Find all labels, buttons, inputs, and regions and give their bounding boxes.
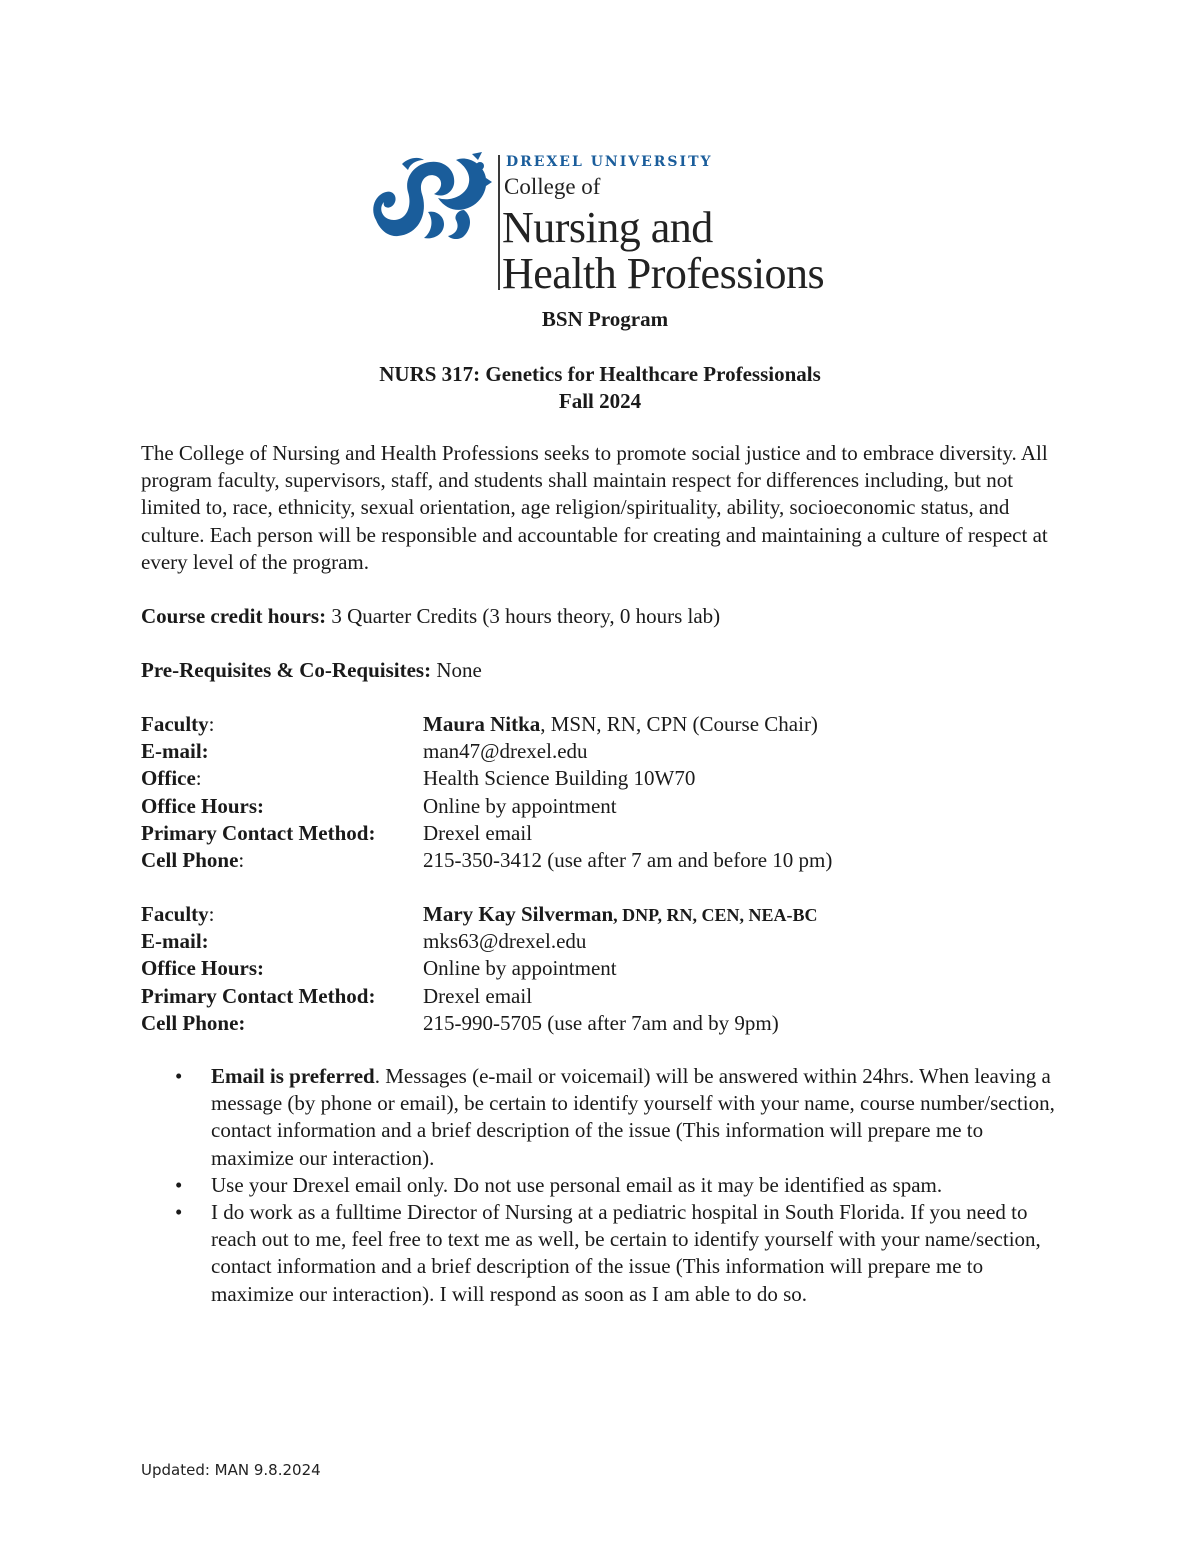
cell-phone-label: Cell Phone [141,847,239,872]
credit-hours-label: Course credit hours: [141,604,327,628]
logo-university-name: DREXEL UNIVERSITY [506,154,713,170]
faculty-credentials: , DNP, RN, CEN, NEA-BC [613,905,818,925]
office-label: Office [141,766,196,791]
contact-method-label: Primary Contact Method: [141,983,376,1008]
logo-nursing-line: Nursing and [502,203,713,252]
contact-method-label: Primary Contact Method: [141,820,376,845]
office-value: Health Science Building 10W70 [423,766,696,791]
faculty-name: Mary Kay Silverman [423,902,614,926]
office-hours-value: Online by appointment [423,793,617,818]
email-value[interactable]: mks63@drexel.edu [423,929,587,954]
credit-hours [141,603,1071,630]
faculty-row: Faculty: Maura Nitka, MSN, RN, CPN (Course Chair) [141,712,818,736]
faculty-row: Faculty: Mary Kay Silverman, DNP, RN, CEN, NEA-BC [141,902,818,926]
email-label: E-mail: [141,929,209,954]
bullet-icon: • [175,1200,183,1225]
office-hours-label: Office Hours: [141,793,265,818]
faculty-credentials: , MSN, RN, CPN (Course Chair) [540,712,818,736]
faculty-label: Faculty [141,902,209,926]
cell-phone-label: Cell Phone: [141,1010,246,1035]
contact-method-row [141,983,818,1010]
email-value[interactable]: man47@drexel.edu [423,739,588,764]
faculty-1-contact [141,711,832,874]
contact-guidelines-list [141,1063,1071,1308]
faculty-name: Maura Nitka [423,712,541,736]
email-preferred-text: Email is preferred [211,1064,375,1088]
cell-phone-row: Cell Phone: 215-350-3412 (use after 7 am and before 10 pm) [141,847,832,874]
logo-divider [498,155,500,290]
office-hours-row [141,793,832,820]
email-row [141,928,818,955]
prerequisites-label: Pre-Requisites & Co-Requisites: [141,658,432,682]
cell-phone-value: 215-990-5705 (use after 7am and by 9pm) [423,1010,779,1035]
prerequisites-value: None [431,658,482,682]
cell-phone-row [141,1010,818,1037]
office-hours-value: Online by appointment [423,956,617,981]
dragon-logo-icon [368,150,493,245]
contact-method-value: Drexel email [423,820,533,845]
contact-method-row [141,820,832,847]
office-row: Office: Health Science Building 10W70 [141,765,832,792]
faculty-2-contact [141,901,818,1037]
contact-method-value: Drexel email [423,983,533,1008]
diversity-statement: The College of Nursing and Health Professions seeks to promote social justice and to embrace diversity. All program faculty, supervisors, staff, and students shall maintain respect for differences including, but not limited to, race, ethnicity, sexual orientation, age religion/spirituality, ability, socioeconomic status, and culture. Each person will be responsible and accountable for creating and maintaining a culture of respect at every level of the program. [141,441,1048,574]
email-label: E-mail: [141,739,209,764]
footer-updated: Updated: MAN 9.8.2024 [141,1461,321,1479]
bullet-icon: • [175,1064,183,1088]
program-title: BSN Program [541,307,669,331]
office-hours-label: Office Hours: [141,956,265,981]
credit-hours-value: 3 Quarter Credits (3 hours theory, 0 hours lab) [326,604,721,628]
college-logo [368,150,848,300]
course-term: Fall 2024 [558,389,642,413]
course-title: NURS 317: Genetics for Healthcare Professionals [379,362,821,386]
email-row [141,738,832,765]
list-item-text: . Messages (e-mail or voicemail) will be answered within 24hrs. When leaving a message (by phone or email), be certain to identify yourself with your name, course number/section, contact information and a brief description of the issue (This information will prepare me to maximize our interaction). [211,1064,1055,1170]
list-item [141,1172,1071,1199]
list-item [141,1199,1071,1308]
bullet-icon: • [175,1172,183,1197]
office-hours-row [141,955,818,982]
list-item [141,1063,1071,1172]
faculty-label: Faculty [141,712,209,736]
list-item-text: I do work as a fulltime Director of Nursing at a pediatric hospital in South Florida. If you need to reach out to me, feel free to text me as well, be certain to identify yourself with your name/section, contact information and a brief description of the issue (This information will prepare me to maximize our interaction). I will respond as soon as I am able to do so. [211,1200,1041,1306]
prerequisites [141,657,1071,684]
logo-college-of: College of [504,174,601,199]
logo-health-line: Health Professions [502,249,825,298]
list-item-text: Use your Drexel email only. Do not use personal email as it may be identified as spam. [211,1172,943,1197]
cell-phone-value: 215-350-3412 (use after 7 am and before 10 pm) [423,847,833,872]
